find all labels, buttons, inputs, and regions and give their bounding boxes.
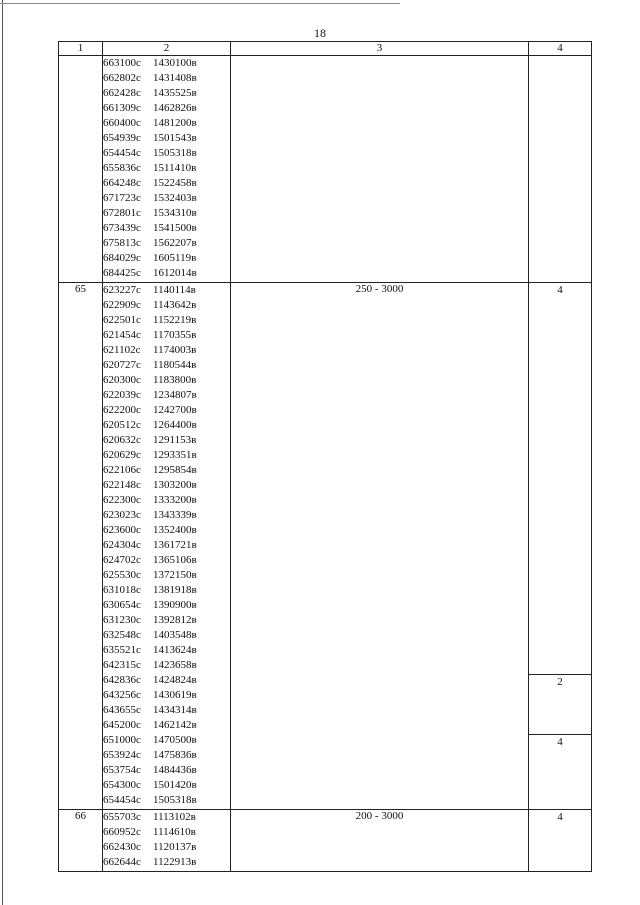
latitude-value: 662428с xyxy=(103,87,141,99)
latitude-value: 622909с xyxy=(103,299,141,311)
longitude-value: 1462142в xyxy=(153,719,197,731)
coordinate-pair xyxy=(103,658,230,673)
coordinate-pair xyxy=(103,328,230,343)
coordinate-pair xyxy=(103,116,230,131)
coordinate-pair xyxy=(103,793,230,808)
longitude-value: 1122913в xyxy=(153,856,197,868)
row-number: 66 xyxy=(59,810,103,872)
coordinate-pair xyxy=(103,71,230,86)
coordinate-pair xyxy=(103,206,230,221)
longitude-value: 1390900в xyxy=(153,599,197,611)
latitude-value: 671723с xyxy=(103,192,141,204)
page-left-edge xyxy=(2,0,3,905)
latitude-value: 635521с xyxy=(103,644,141,656)
latitude-value: 622039с xyxy=(103,389,141,401)
longitude-value: 1143642в xyxy=(153,299,197,311)
longitude-value: 1484436в xyxy=(153,764,197,776)
coordinates-table xyxy=(58,41,592,872)
coordinate-pair xyxy=(103,825,230,840)
coordinate-pair xyxy=(103,688,230,703)
longitude-value: 1462826в xyxy=(153,102,197,114)
table-row xyxy=(59,56,592,283)
coordinate-pair xyxy=(103,748,230,763)
longitude-value: 1423658в xyxy=(153,659,197,671)
coordinate-pair xyxy=(103,733,230,748)
longitude-value: 1170355в xyxy=(153,329,197,341)
coordinate-pair xyxy=(103,643,230,658)
header-col-4: 4 xyxy=(529,42,592,56)
latitude-value: 622106с xyxy=(103,464,141,476)
longitude-value: 1264400в xyxy=(153,419,197,431)
latitude-value: 625530с xyxy=(103,569,141,581)
coordinate-pair xyxy=(103,673,230,688)
longitude-value: 1431408в xyxy=(153,72,197,84)
latitude-value: 662430с xyxy=(103,841,141,853)
longitude-value: 1372150в xyxy=(153,569,197,581)
latitude-value: 622148с xyxy=(103,479,141,491)
coordinate-pair xyxy=(103,131,230,146)
longitude-value: 1293351в xyxy=(153,449,197,461)
coordinate-pair xyxy=(103,101,230,116)
longitude-value: 1120137в xyxy=(153,841,197,853)
longitude-value: 1562207в xyxy=(153,237,197,249)
latitude-value: 645200с xyxy=(103,719,141,731)
latitude-value: 643655с xyxy=(103,704,141,716)
coordinate-pair xyxy=(103,403,230,418)
latitude-value: 655703с xyxy=(103,811,141,823)
class-cell xyxy=(529,810,592,872)
coordinate-pair xyxy=(103,56,230,71)
coordinate-pair xyxy=(103,718,230,733)
coordinate-pair xyxy=(103,508,230,523)
header-col-2: 2 xyxy=(103,42,231,56)
coordinate-pair xyxy=(103,583,230,598)
longitude-value: 1152219в xyxy=(153,314,197,326)
coordinate-pair xyxy=(103,283,230,298)
header-col-3: 3 xyxy=(231,42,529,56)
latitude-value: 624702с xyxy=(103,554,141,566)
latitude-value: 623023с xyxy=(103,509,141,521)
top-scan-line xyxy=(0,3,400,4)
latitude-value: 672801с xyxy=(103,207,141,219)
longitude-value: 1291153в xyxy=(153,434,197,446)
latitude-value: 655836с xyxy=(103,162,141,174)
latitude-value: 654939с xyxy=(103,132,141,144)
latitude-value: 653754с xyxy=(103,764,141,776)
latitude-value: 623600с xyxy=(103,524,141,536)
coordinate-pair xyxy=(103,840,230,855)
latitude-value: 660400с xyxy=(103,117,141,129)
latitude-value: 684029с xyxy=(103,252,141,264)
longitude-value: 1333200в xyxy=(153,494,197,506)
coordinate-pair xyxy=(103,161,230,176)
latitude-value: 663100с xyxy=(103,57,141,69)
longitude-value: 1183800в xyxy=(153,374,197,386)
longitude-value: 1234807в xyxy=(153,389,197,401)
coordinate-pair xyxy=(103,703,230,718)
coordinate-list xyxy=(103,56,231,283)
latitude-value: 664248с xyxy=(103,177,141,189)
latitude-value: 661309с xyxy=(103,102,141,114)
coordinate-pair xyxy=(103,191,230,206)
longitude-value: 1113102в xyxy=(153,811,196,823)
latitude-value: 653924с xyxy=(103,749,141,761)
longitude-value: 1522458в xyxy=(153,177,197,189)
latitude-value: 631018с xyxy=(103,584,141,596)
latitude-value: 651000с xyxy=(103,734,141,746)
longitude-value: 1505318в xyxy=(153,147,197,159)
longitude-value: 1541500в xyxy=(153,222,197,234)
coordinate-list xyxy=(103,810,231,872)
latitude-value: 632548с xyxy=(103,629,141,641)
coordinate-pair xyxy=(103,628,230,643)
longitude-value: 1434314в xyxy=(153,704,197,716)
longitude-value: 1511410в xyxy=(153,162,197,174)
latitude-value: 620512с xyxy=(103,419,141,431)
longitude-value: 1140114в xyxy=(153,284,196,296)
coordinate-pair xyxy=(103,538,230,553)
longitude-value: 1605119в xyxy=(153,252,197,264)
coordinate-pair xyxy=(103,221,230,236)
coordinate-pair xyxy=(103,251,230,266)
class-value: 4 xyxy=(557,811,563,823)
class-value: 2 xyxy=(529,674,591,734)
latitude-value: 622300с xyxy=(103,494,141,506)
coordinate-pair xyxy=(103,493,230,508)
coordinate-pair xyxy=(103,598,230,613)
longitude-value: 1365106в xyxy=(153,554,197,566)
coordinate-pair xyxy=(103,298,230,313)
header-col-1: 1 xyxy=(59,42,103,56)
longitude-value: 1174003в xyxy=(153,344,197,356)
latitude-value: 630654с xyxy=(103,599,141,611)
range-value: 200 - 3000 xyxy=(231,810,529,872)
latitude-value: 643256с xyxy=(103,689,141,701)
longitude-value: 1352400в xyxy=(153,524,197,536)
class-value xyxy=(529,56,591,282)
latitude-value: 642836с xyxy=(103,674,141,686)
coordinate-pair xyxy=(103,176,230,191)
latitude-value: 622200с xyxy=(103,404,141,416)
page-number: 18 xyxy=(314,26,326,40)
latitude-value: 654300с xyxy=(103,779,141,791)
coordinate-pair xyxy=(103,553,230,568)
coordinate-pair xyxy=(103,478,230,493)
class-cell xyxy=(529,283,592,810)
coordinate-pair xyxy=(103,86,230,101)
coordinate-pair xyxy=(103,266,230,281)
latitude-value: 622501с xyxy=(103,314,141,326)
coordinate-list xyxy=(103,283,231,810)
coordinate-pair xyxy=(103,146,230,161)
longitude-value: 1470500в xyxy=(153,734,197,746)
latitude-value: 654454с xyxy=(103,147,141,159)
latitude-value: 642315с xyxy=(103,659,141,671)
longitude-value: 1403548в xyxy=(153,629,197,641)
longitude-value: 1114610в xyxy=(153,826,196,838)
longitude-value: 1532403в xyxy=(153,192,197,204)
latitude-value: 623227с xyxy=(103,284,141,296)
coordinate-pair xyxy=(103,463,230,478)
longitude-value: 1534310в xyxy=(153,207,197,219)
coordinate-pair xyxy=(103,236,230,251)
coordinate-pair xyxy=(103,388,230,403)
latitude-value: 675813с xyxy=(103,237,141,249)
longitude-value: 1435525в xyxy=(153,87,197,99)
longitude-value: 1424824в xyxy=(153,674,197,686)
longitude-value: 1413624в xyxy=(153,644,197,656)
longitude-value: 1392812в xyxy=(153,614,197,626)
latitude-value: 620300с xyxy=(103,374,141,386)
longitude-value: 1481200в xyxy=(153,117,197,129)
coordinate-pair xyxy=(103,613,230,628)
latitude-value: 654454с xyxy=(103,794,141,806)
class-value: 4 xyxy=(557,284,563,296)
longitude-value: 1505318в xyxy=(153,794,197,806)
row-number xyxy=(59,56,103,283)
longitude-value: 1295854в xyxy=(153,464,197,476)
latitude-value: 684425с xyxy=(103,267,141,279)
latitude-value: 620727с xyxy=(103,359,141,371)
coordinate-pair xyxy=(103,418,230,433)
coordinate-pair xyxy=(103,313,230,328)
longitude-value: 1501420в xyxy=(153,779,197,791)
latitude-value: 662802с xyxy=(103,72,141,84)
longitude-value: 1343339в xyxy=(153,509,197,521)
table-row xyxy=(59,283,592,810)
longitude-value: 1242700в xyxy=(153,404,197,416)
coordinate-pair xyxy=(103,358,230,373)
coordinate-pair xyxy=(103,373,230,388)
latitude-value: 624304с xyxy=(103,539,141,551)
coordinate-pair xyxy=(103,855,230,870)
latitude-value: 621454с xyxy=(103,329,141,341)
longitude-value: 1501543в xyxy=(153,132,197,144)
coordinate-pair xyxy=(103,523,230,538)
longitude-value: 1612014в xyxy=(153,267,197,279)
row-number: 65 xyxy=(59,283,103,810)
range-value xyxy=(231,56,529,283)
latitude-value: 673439с xyxy=(103,222,141,234)
longitude-value: 1430619в xyxy=(153,689,197,701)
header-row xyxy=(59,42,592,56)
class-value: 4 xyxy=(529,734,591,809)
coordinate-pair xyxy=(103,763,230,778)
latitude-value: 620629с xyxy=(103,449,141,461)
longitude-value: 1361721в xyxy=(153,539,197,551)
latitude-value: 662644с xyxy=(103,856,141,868)
latitude-value: 620632с xyxy=(103,434,141,446)
coordinate-pair xyxy=(103,448,230,463)
class-cell xyxy=(529,56,592,283)
coordinate-pair xyxy=(103,810,230,825)
longitude-value: 1381918в xyxy=(153,584,197,596)
longitude-value: 1303200в xyxy=(153,479,197,491)
coordinate-pair xyxy=(103,343,230,358)
coordinate-pair xyxy=(103,433,230,448)
coordinate-pair xyxy=(103,778,230,793)
longitude-value: 1475836в xyxy=(153,749,197,761)
latitude-value: 631230с xyxy=(103,614,141,626)
longitude-value: 1430100в xyxy=(153,57,197,69)
latitude-value: 621102с xyxy=(103,344,141,356)
latitude-value: 660952с xyxy=(103,826,141,838)
longitude-value: 1180544в xyxy=(153,359,197,371)
range-value: 250 - 3000 xyxy=(231,283,529,810)
coordinate-pair xyxy=(103,568,230,583)
table-row xyxy=(59,810,592,872)
